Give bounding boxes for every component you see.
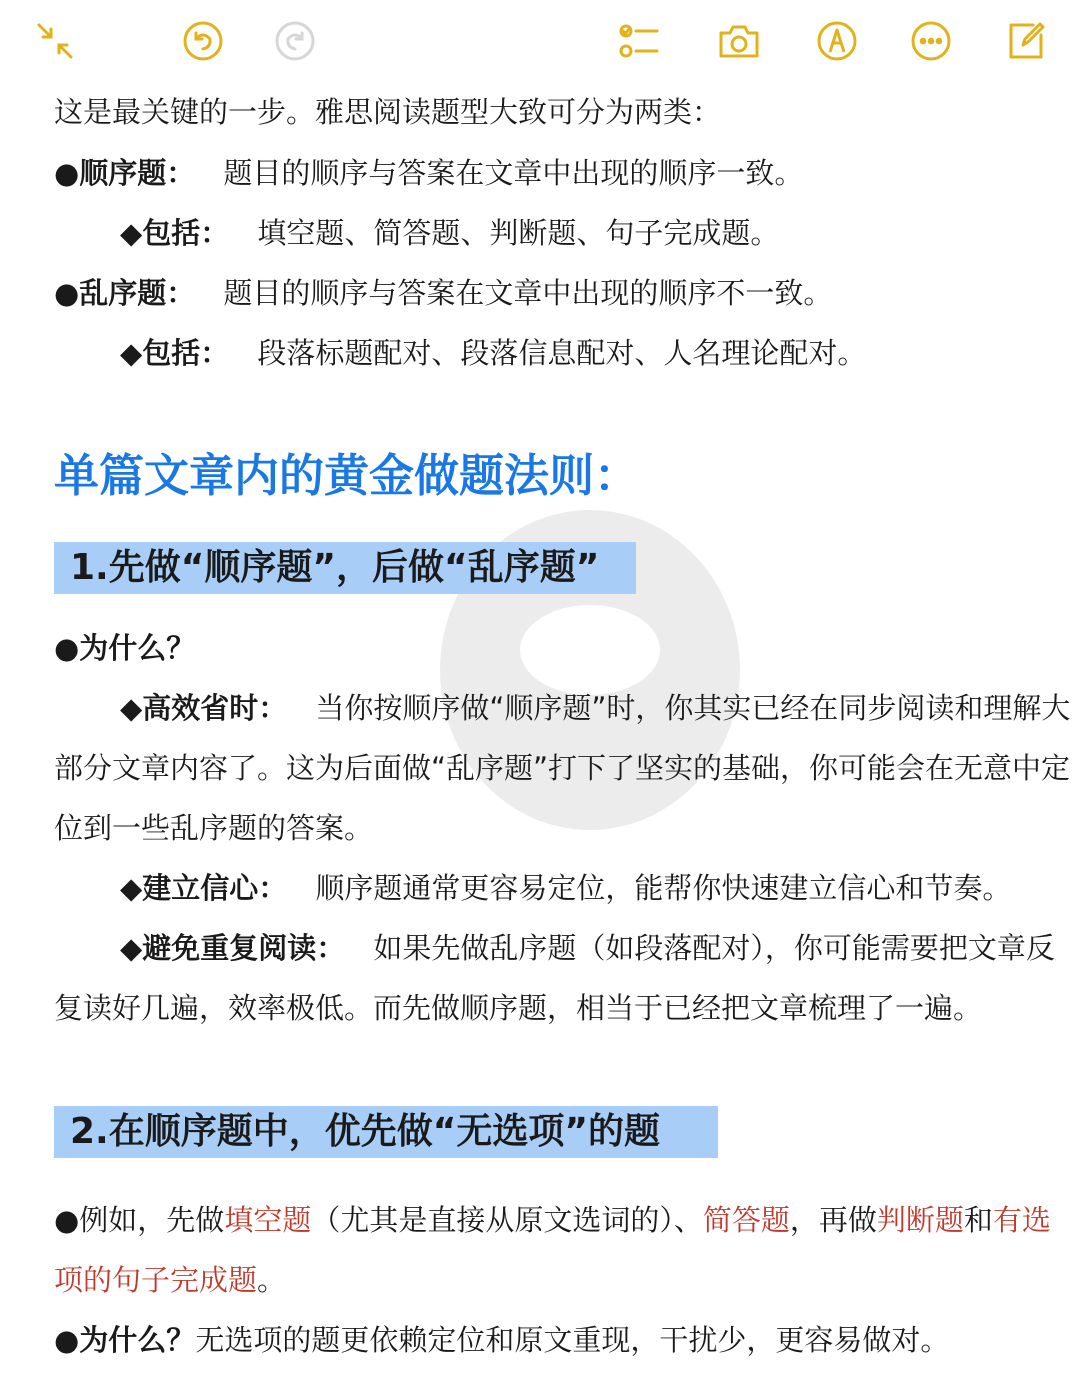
- avoid-text-2: 复读好几遍，效率极低。而先做顺序题，相当于已经把文章梳理了一遍。: [54, 991, 983, 1025]
- more-icon[interactable]: [908, 18, 954, 64]
- confidence-line: [120, 868, 1011, 908]
- example-end: 。: [257, 1263, 287, 1297]
- random-label: ●乱序题：: [54, 276, 196, 310]
- example-mid-2: ，再做: [789, 1203, 877, 1237]
- avoid-label: ◆避免重复阅读：: [120, 931, 346, 965]
- sequential-includes: 填空题、简答题、判断题、句子完成题。: [257, 216, 780, 250]
- why-label-1: ●为什么？: [54, 631, 196, 665]
- collapse-icon[interactable]: [32, 18, 78, 64]
- random-includes-label: ◆包括：: [120, 336, 230, 370]
- intro-text: 这是最关键的一步。雅思阅读题型大致可分为两类：: [54, 95, 722, 129]
- subheading-2: 2.在顺序题中，优先做“无选项”的题: [54, 1106, 718, 1158]
- why-line-2: [54, 1320, 949, 1360]
- fill-blank-term: 填空题: [224, 1203, 312, 1237]
- subheading-1: 1.先做“顺序题”，后做“乱序题”: [54, 542, 636, 594]
- example-prefix: ●例如，先做: [54, 1203, 225, 1237]
- example-mid-3: 和: [963, 1203, 993, 1237]
- markup-icon[interactable]: [814, 18, 860, 64]
- why-text-2: 无选项的题更依赖定位和原文重现，干扰少，更容易做对。: [195, 1323, 950, 1357]
- sequential-label: ●顺序题：: [54, 156, 196, 190]
- sequential-desc: 题目的顺序与答案在文章中出现的顺序一致。: [223, 156, 804, 190]
- sequential-includes-label: ◆包括：: [120, 216, 230, 250]
- efficiency-text-2: 部分文章内容了。这为后面做“乱序题”打下了坚实的基础，你可能会在无意中定: [54, 751, 1071, 785]
- avoid-line: [120, 928, 1055, 968]
- random-includes-line: [120, 333, 866, 373]
- efficiency-line: [120, 688, 1070, 728]
- why-label-2: ●为什么？: [54, 1323, 196, 1357]
- example-mid-1: （尤其是直接从原文选词的）、: [311, 1203, 703, 1237]
- checklist-icon[interactable]: [616, 18, 662, 64]
- undo-icon[interactable]: [180, 18, 226, 64]
- random-includes: 段落标题配对、段落信息配对、人名理论配对。: [257, 336, 867, 370]
- section-heading: 单篇文章内的黄金做题法则：: [54, 449, 640, 502]
- sequential-includes-line: [120, 213, 779, 253]
- efficiency-text-1: 当你按顺序做“顺序题”时，你其实已经在同步阅读和理解大: [315, 691, 1071, 725]
- example-line-2: [54, 1260, 286, 1300]
- true-false-term: 判断题: [876, 1203, 964, 1237]
- toolbar: [0, 0, 1080, 90]
- random-line: [54, 273, 832, 313]
- efficiency-text-3: 位到一些乱序题的答案。: [54, 811, 374, 845]
- example-line-1: [54, 1200, 1051, 1240]
- camera-icon[interactable]: [716, 18, 762, 64]
- compose-icon[interactable]: [1002, 18, 1048, 64]
- short-answer-term: 简答题: [702, 1203, 790, 1237]
- option-sentence-term-start: 有选: [992, 1203, 1051, 1237]
- efficiency-label: ◆高效省时：: [120, 691, 288, 725]
- confidence-label: ◆建立信心：: [120, 871, 288, 905]
- random-desc: 题目的顺序与答案在文章中出现的顺序不一致。: [223, 276, 833, 310]
- option-sentence-term-end: 项的句子完成题: [54, 1263, 258, 1297]
- redo-icon[interactable]: [272, 18, 318, 64]
- confidence-text: 顺序题通常更容易定位，能帮你快速建立信心和节奏。: [315, 871, 1012, 905]
- sequential-line: [54, 153, 803, 193]
- avoid-text-1: 如果先做乱序题（如段落配对），你可能需要把文章反: [373, 931, 1055, 965]
